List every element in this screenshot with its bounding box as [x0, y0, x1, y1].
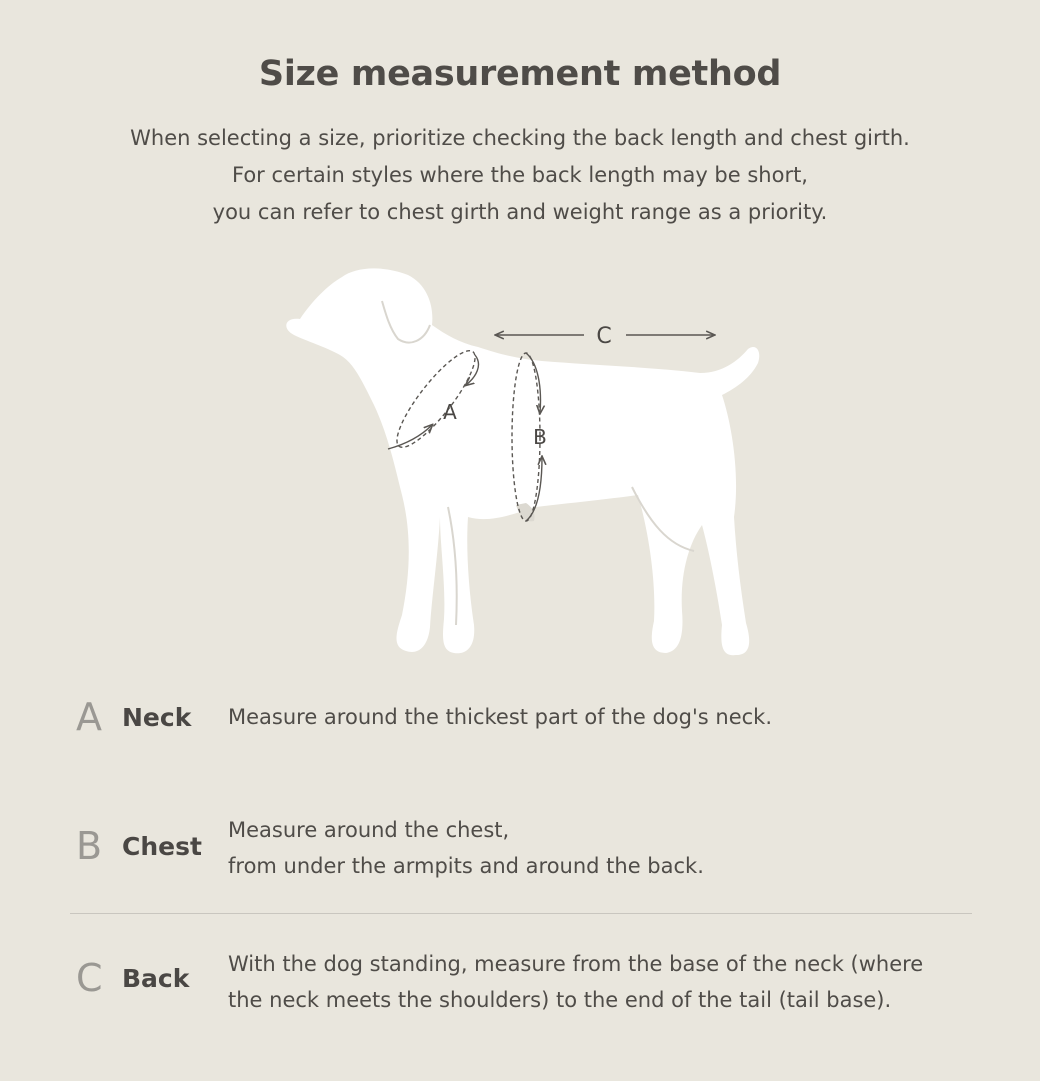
desc-chest: [228, 812, 704, 884]
dog-diagram: [270, 255, 770, 675]
divider: [70, 913, 972, 914]
intro-line: For certain styles where the back length may be short,: [232, 163, 808, 187]
label-neck: Neck: [122, 703, 192, 732]
desc-line: Measure around the thickest part of the dog's neck.: [228, 705, 772, 729]
marker-c: C: [596, 324, 612, 349]
letter-a: A: [76, 695, 102, 739]
label-back: Back: [122, 964, 190, 993]
marker-b: B: [533, 425, 547, 449]
desc-line: Measure around the chest,: [228, 818, 510, 842]
letter-b: B: [76, 824, 103, 868]
intro-line: you can refer to chest girth and weight range as a priority.: [212, 200, 828, 224]
desc-neck: [228, 699, 772, 735]
page-title: Size measurement method: [258, 54, 782, 94]
desc-line: With the dog standing, measure from the base of the neck (where: [228, 952, 924, 976]
desc-back: [228, 946, 923, 1018]
desc-line: from under the armpits and around the back.: [228, 854, 704, 878]
dog-silhouette-icon: [270, 255, 770, 675]
intro-line: When selecting a size, prioritize checking the back length and chest girth.: [130, 126, 910, 150]
label-chest: Chest: [122, 832, 202, 861]
letter-c: C: [76, 956, 103, 1000]
desc-line: the neck meets the shoulders) to the end of the tail (tail base).: [228, 988, 892, 1012]
intro-text: [0, 120, 1040, 231]
marker-a: A: [443, 400, 457, 424]
